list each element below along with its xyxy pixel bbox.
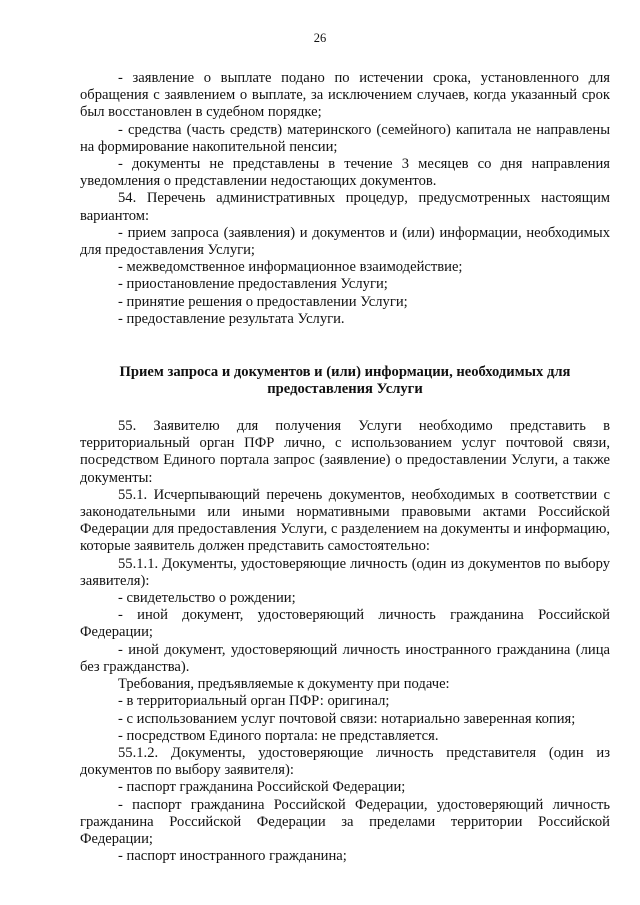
- paragraph: Требования, предъявляемые к документу при подаче:: [118, 676, 450, 693]
- list-item: - предоставление результата Услуги.: [118, 310, 345, 327]
- paragraph: - документы не представлены в течение 3 месяцев со дня направления уведомления о представлении недостающих документов.: [80, 156, 610, 190]
- list-item: - посредством Единого портала: не представляется.: [118, 727, 439, 744]
- paragraph: 55.1.2. Документы, удостоверяющие личность представителя (один из документов по выбору заявителя):: [80, 744, 610, 779]
- list-item: - паспорт гражданина Российской Федерации;: [118, 779, 406, 796]
- paragraph: - заявление о выплате подано по истечении срока, установленного для обращения с заявлением о выплате, за исключением случаев, когда указанный срок был восстановлен в судебном порядке;: [80, 70, 610, 121]
- list-item: - иной документ, удостоверяющий личность иностранного гражданина (лица без гражданства).: [80, 641, 610, 675]
- list-item: - свидетельство о рождении;: [118, 590, 296, 607]
- paragraph: 55.1.1. Документы, удостоверяющие личность (один из документов по выбору заявителя):: [80, 555, 610, 589]
- list-item: - принятие решения о предоставлении Услуги;: [118, 293, 408, 310]
- paragraph: - средства (часть средств) материнского (семейного) капитала не направлены на формирование накопительной пенсии;: [80, 121, 610, 155]
- list-item: - межведомственное информационное взаимодействие;: [118, 259, 463, 276]
- document-body: [80, 70, 610, 865]
- paragraph: 55. Заявителю для получения Услуги необходимо представить в территориальный орган ПФР лично, с использованием услуг почтовой связи, посредством Единого портала запрос (заявление) о предоставлении Услуги, а также документы:: [80, 418, 610, 486]
- section-heading: Прием запроса и документов и (или) информации, необходимых для предоставления Услуги: [119, 364, 571, 398]
- list-item: - в территориальный орган ПФР: оригинал;: [118, 693, 390, 710]
- list-item: - с использованием услуг почтовой связи: нотариально заверенная копия;: [118, 710, 576, 727]
- paragraph: 55.1. Исчерпывающий перечень документов, необходимых в соответствии с законодательными или иными нормативными правовыми актами Российской Федерации для предоставления Услуги, с разделением на документы и информацию, которые заявитель должен представить самостоятельно:: [80, 486, 610, 555]
- list-item: - приостановление предоставления Услуги;: [118, 276, 388, 293]
- page-number: 26: [313, 31, 327, 45]
- list-item: - паспорт гражданина Российской Федерации, удостоверяющий личность гражданина Российской Федерации за пределами территории Российской Федерации;: [80, 796, 610, 847]
- list-item: - иной документ, удостоверяющий личность гражданина Российской Федерации;: [80, 607, 610, 641]
- paragraph: 54. Перечень административных процедур, предусмотренных настоящим вариантом:: [80, 190, 610, 224]
- list-item: - паспорт иностранного гражданина;: [118, 848, 347, 865]
- paragraph: - прием запроса (заявления) и документов и (или) информации, необходимых для предоставления Услуги;: [80, 224, 610, 259]
